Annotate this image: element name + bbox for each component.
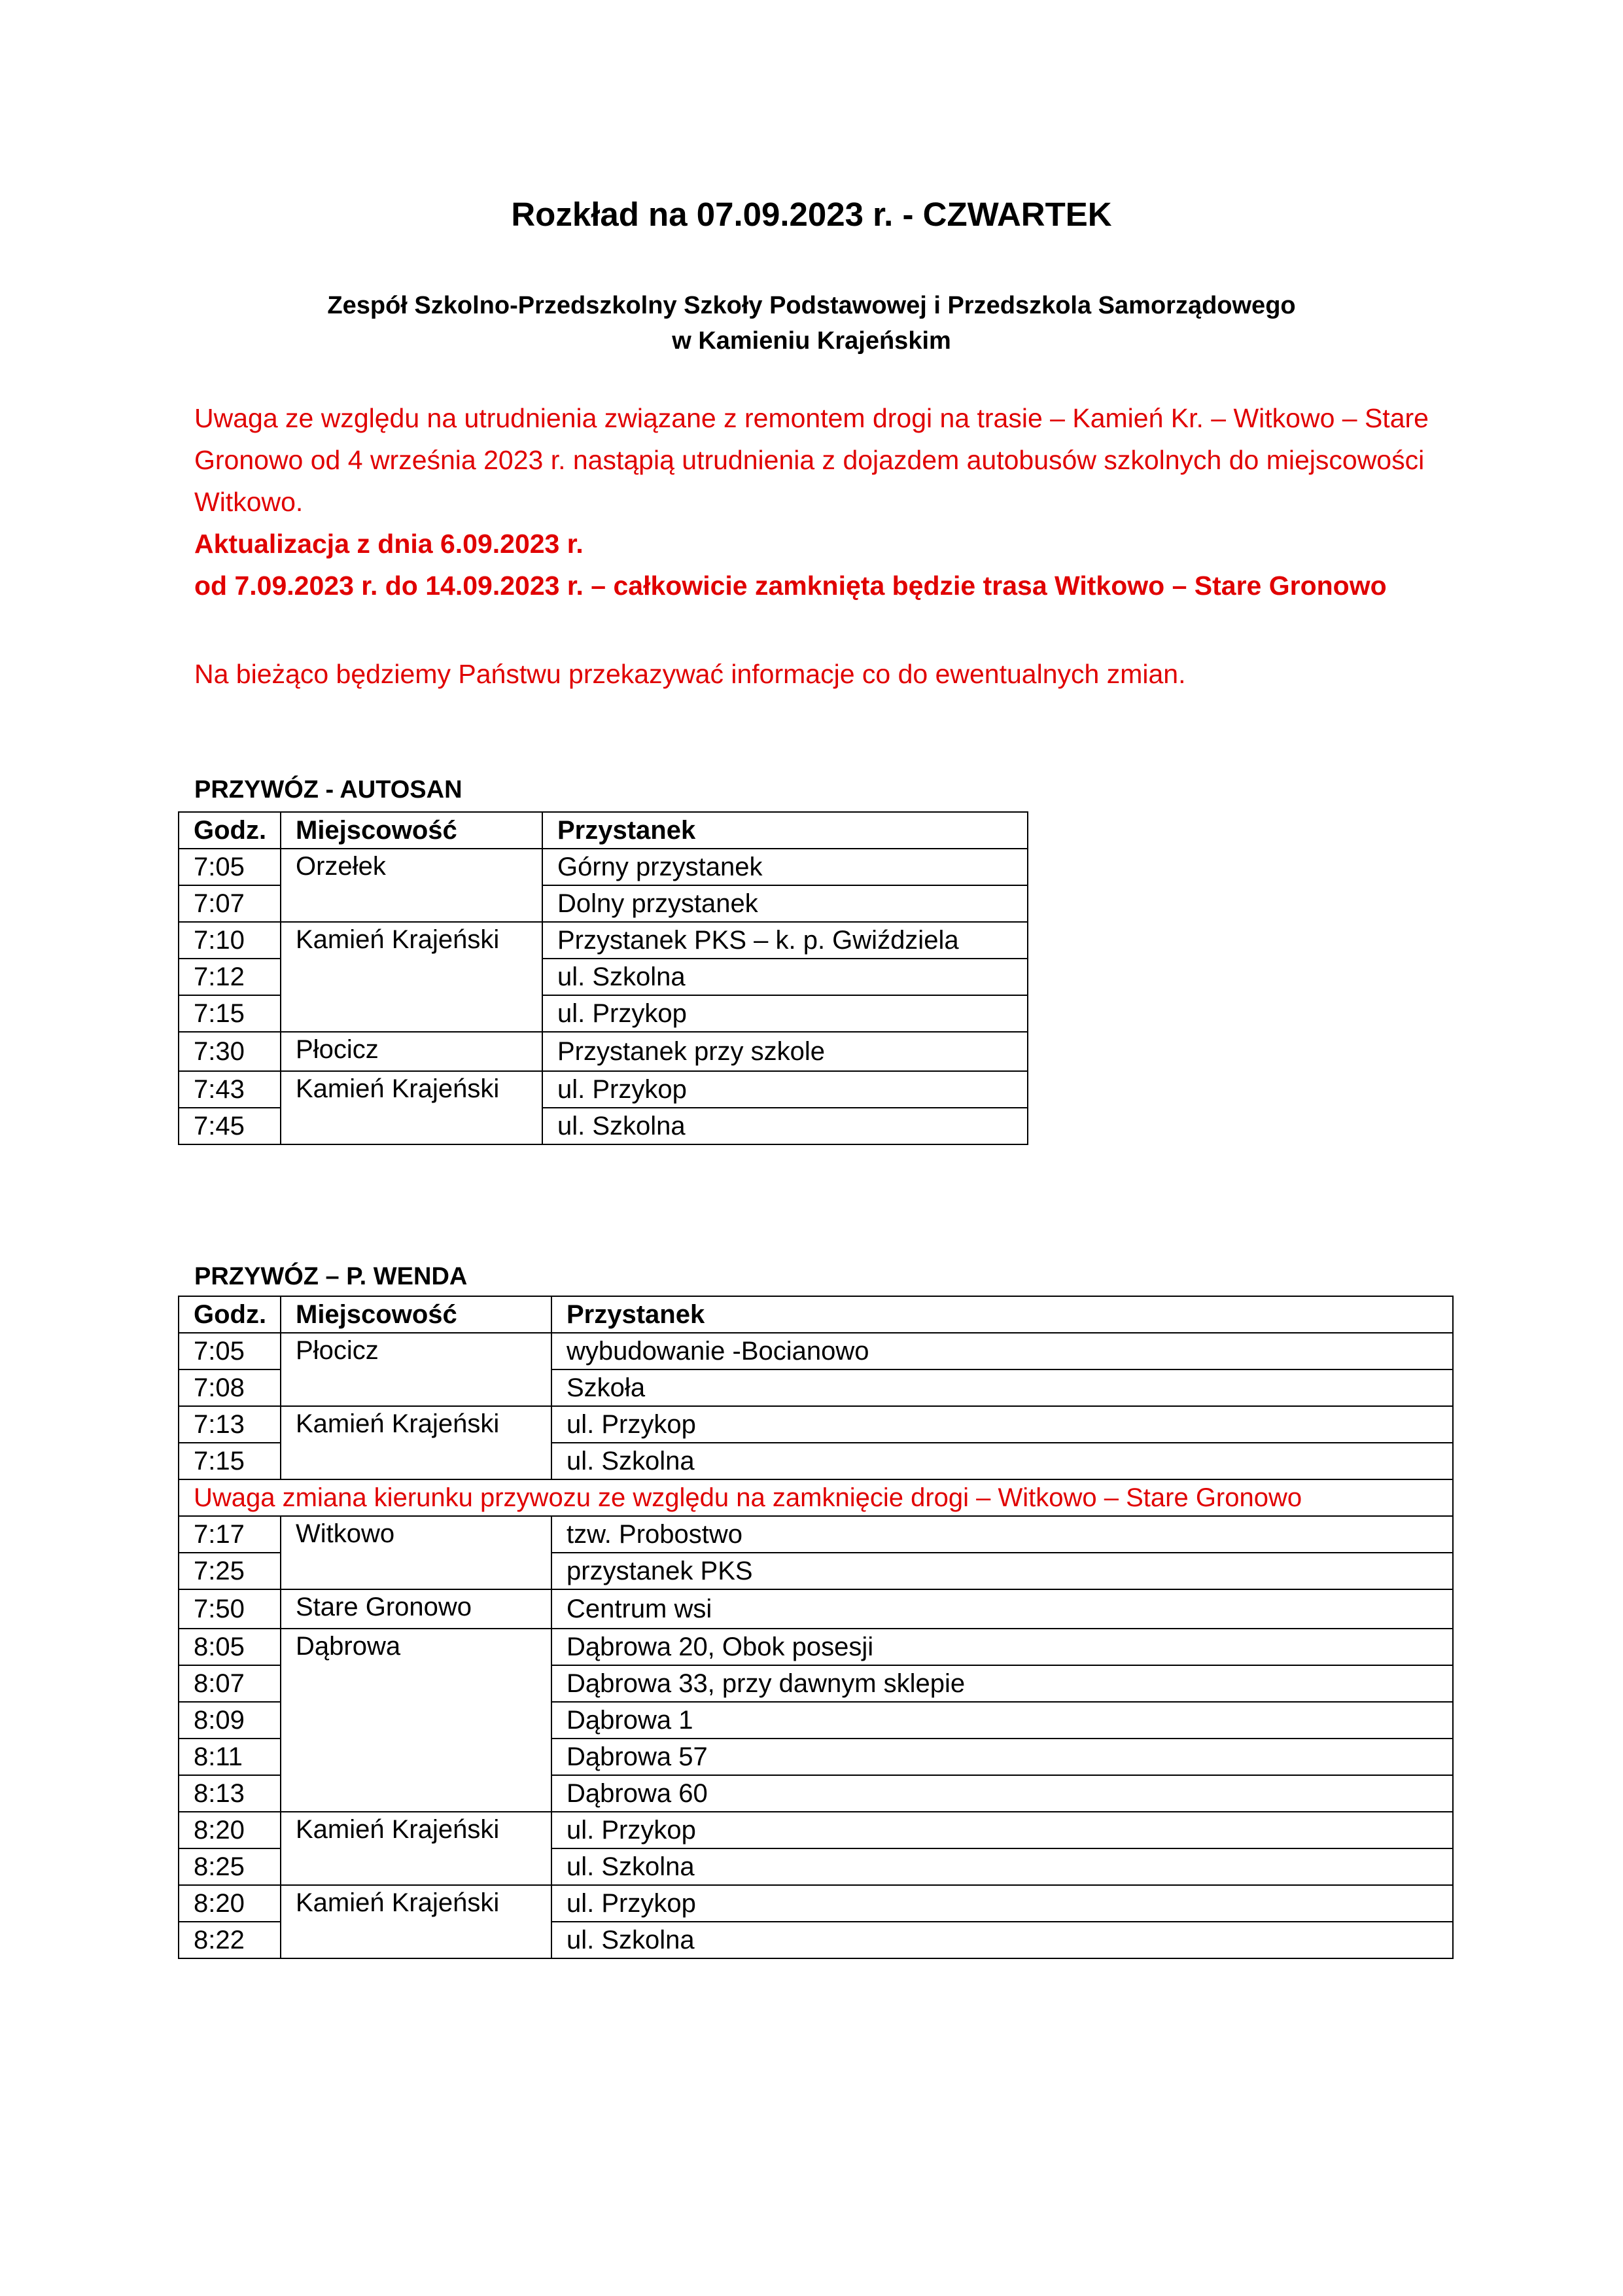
time-cell: 8:05 — [179, 1629, 281, 1665]
place-cell: Kamień Krajeński — [281, 1406, 551, 1479]
table-header-row — [179, 812, 1028, 849]
warning-row — [179, 1479, 1453, 1516]
place-cell: Kamień Krajeński — [281, 1812, 551, 1885]
time-cell: 7:12 — [179, 959, 281, 995]
notice-block — [194, 397, 1476, 607]
time-cell: 7:15 — [179, 995, 281, 1032]
place-cell: Kamień Krajeński — [281, 1885, 551, 1958]
time-cell: 7:15 — [179, 1443, 281, 1479]
stop-cell: tzw. Probostwo — [551, 1516, 1453, 1553]
table-row — [179, 1812, 1453, 1848]
stop-cell: ul. Przykop — [551, 1885, 1453, 1922]
table-row — [179, 849, 1028, 885]
stop-cell: ul. Przykop — [542, 995, 1028, 1032]
time-cell: 7:50 — [179, 1589, 281, 1629]
header-stop: Przystanek — [551, 1296, 1453, 1333]
time-cell: 8:22 — [179, 1922, 281, 1958]
stop-cell: wybudowanie -Bocianowo — [551, 1333, 1453, 1369]
stop-cell: Górny przystanek — [542, 849, 1028, 885]
header-stop: Przystanek — [542, 812, 1028, 849]
stop-cell: ul. Szkolna — [542, 1108, 1028, 1144]
autosan-section-title: PRZYWÓZ - AUTOSAN — [194, 776, 462, 804]
stop-cell: Dolny przystanek — [542, 885, 1028, 922]
time-cell: 7:45 — [179, 1108, 281, 1144]
time-cell: 7:08 — [179, 1369, 281, 1406]
place-cell: Stare Gronowo — [281, 1589, 551, 1629]
table-row — [179, 1071, 1028, 1108]
stop-cell: przystanek PKS — [551, 1553, 1453, 1589]
stop-cell: ul. Przykop — [542, 1071, 1028, 1108]
stop-cell: Dąbrowa 33, przy dawnym sklepie — [551, 1665, 1453, 1702]
time-cell: 8:09 — [179, 1702, 281, 1739]
stop-cell: ul. Przykop — [551, 1812, 1453, 1848]
wenda-timetable — [178, 1296, 1454, 1959]
table-row — [179, 1629, 1453, 1665]
place-cell: Kamień Krajeński — [281, 922, 542, 1032]
stop-cell: ul. Szkolna — [551, 1443, 1453, 1479]
time-cell: 7:10 — [179, 922, 281, 959]
table-row — [179, 1885, 1453, 1922]
place-cell: Kamień Krajeński — [281, 1071, 542, 1144]
header-time: Godz. — [179, 1296, 281, 1333]
notice-info: Na bieżąco będziemy Państwu przekazywać informacje co do ewentualnych zmian. — [194, 659, 1186, 689]
time-cell: 7:05 — [179, 1333, 281, 1369]
time-cell: 7:30 — [179, 1032, 281, 1071]
place-cell: Orzełek — [281, 849, 542, 922]
school-location: w Kamieniu Krajeńskim — [672, 327, 951, 355]
stop-cell: Dąbrowa 1 — [551, 1702, 1453, 1739]
stop-cell: Dąbrowa 20, Obok posesji — [551, 1629, 1453, 1665]
autosan-timetable — [178, 811, 1028, 1145]
stop-cell: Szkoła — [551, 1369, 1453, 1406]
time-cell: 7:25 — [179, 1553, 281, 1589]
notice-closure: od 7.09.2023 r. do 14.09.2023 r. – całkowicie zamknięta będzie trasa Witkowo – Stare Gronowo — [194, 571, 1387, 601]
time-cell: 7:05 — [179, 849, 281, 885]
time-cell: 8:20 — [179, 1812, 281, 1848]
table-row — [179, 922, 1028, 959]
place-cell: Płocicz — [281, 1333, 551, 1406]
place-cell: Witkowo — [281, 1516, 551, 1589]
place-cell: Płocicz — [281, 1032, 542, 1071]
route-change-warning: Uwaga zmiana kierunku przywozu ze względu na zamknięcie drogi – Witkowo – Stare Gronowo — [179, 1479, 1453, 1516]
table-row — [179, 1333, 1453, 1369]
page-title: Rozkład na 07.09.2023 r. - CZWARTEK — [511, 196, 1112, 233]
time-cell: 8:07 — [179, 1665, 281, 1702]
time-cell: 8:20 — [179, 1885, 281, 1922]
header-place: Miejscowość — [281, 1296, 551, 1333]
time-cell: 8:11 — [179, 1739, 281, 1775]
time-cell: 7:13 — [179, 1406, 281, 1443]
stop-cell: ul. Szkolna — [551, 1922, 1453, 1958]
notice-warning: Uwaga ze względu na utrudnienia związane z remontem drogi na trasie – Kamień Kr. – Witkowo – Stare Gronowo od 4 września 2023 r. nastąpią utrudnienia z dojazdem autobusów szkolnych do miejscowości Witkowo. — [194, 403, 1429, 517]
stop-cell: Dąbrowa 60 — [551, 1775, 1453, 1812]
table-row — [179, 1589, 1453, 1629]
place-cell: Dąbrowa — [281, 1629, 551, 1812]
stop-cell: ul. Przykop — [551, 1406, 1453, 1443]
header-place: Miejscowość — [281, 812, 542, 849]
notice-update: Aktualizacja z dnia 6.09.2023 r. — [194, 529, 584, 559]
time-cell: 7:17 — [179, 1516, 281, 1553]
table-row — [179, 1032, 1028, 1071]
school-name: Zespół Szkolno-Przedszkolny Szkoły Podstawowej i Przedszkola Samorządowego — [327, 292, 1296, 319]
table-header-row — [179, 1296, 1453, 1333]
stop-cell: Centrum wsi — [551, 1589, 1453, 1629]
table-row — [179, 1406, 1453, 1443]
time-cell: 7:07 — [179, 885, 281, 922]
stop-cell: ul. Szkolna — [551, 1848, 1453, 1885]
time-cell: 8:13 — [179, 1775, 281, 1812]
time-cell: 7:43 — [179, 1071, 281, 1108]
time-cell: 8:25 — [179, 1848, 281, 1885]
stop-cell: Dąbrowa 57 — [551, 1739, 1453, 1775]
stop-cell: Przystanek PKS – k. p. Gwiździela — [542, 922, 1028, 959]
stop-cell: ul. Szkolna — [542, 959, 1028, 995]
table-row — [179, 1516, 1453, 1553]
header-time: Godz. — [179, 812, 281, 849]
stop-cell: Przystanek przy szkole — [542, 1032, 1028, 1071]
wenda-section-title: PRZYWÓZ – P. WENDA — [194, 1263, 468, 1290]
